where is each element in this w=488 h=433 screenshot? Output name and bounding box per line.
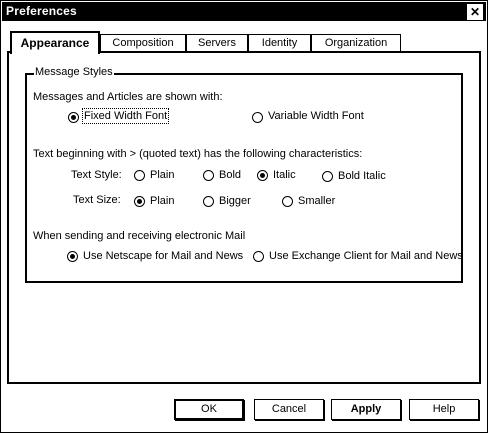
message-styles-group	[25, 66, 463, 283]
tab-identity[interactable]: Identity	[248, 34, 311, 52]
exchange-mail-label[interactable]: Use Exchange Client for Mail and News	[269, 250, 463, 262]
tab-composition[interactable]: Composition	[100, 34, 186, 52]
style-plain-label[interactable]: Plain	[150, 169, 175, 181]
cancel-button[interactable]: Cancel	[254, 399, 324, 420]
tab-panel-appearance	[7, 51, 481, 384]
text-style-label: Text Style:	[71, 169, 122, 181]
title-bar[interactable]	[2, 2, 486, 21]
text-size-label: Text Size:	[73, 194, 121, 206]
close-icon[interactable]: ✕	[467, 4, 483, 20]
radio-style-plain-icon[interactable]	[134, 170, 145, 181]
radio-style-italic-icon[interactable]	[257, 170, 268, 181]
group-label: Message Styles	[35, 66, 113, 78]
tab-servers[interactable]: Servers	[186, 34, 248, 52]
quoted-heading: Text beginning with > (quoted text) has the following characteristics:	[33, 148, 363, 160]
mail-heading: When sending and receiving electronic Mail	[33, 230, 246, 242]
size-bigger-label[interactable]: Bigger	[219, 195, 251, 207]
netscape-mail-label[interactable]: Use Netscape for Mail and News	[83, 250, 244, 262]
radio-fixed-width-icon[interactable]	[68, 112, 79, 123]
font-heading: Messages and Articles are shown with:	[33, 91, 223, 103]
style-bold-italic-label[interactable]: Bold Italic	[338, 170, 386, 182]
size-smaller-label[interactable]: Smaller	[298, 195, 336, 207]
radio-size-plain-icon[interactable]	[134, 196, 145, 207]
radio-exchange-mail-icon[interactable]	[253, 251, 264, 262]
tab-appearance[interactable]: Appearance	[10, 31, 100, 54]
tab-organization[interactable]: Organization	[311, 34, 401, 52]
radio-variable-width-icon[interactable]	[252, 112, 263, 123]
radio-netscape-mail-icon[interactable]	[67, 251, 78, 262]
radio-style-bold-italic-icon[interactable]	[322, 171, 333, 182]
size-plain-label[interactable]: Plain	[150, 195, 175, 207]
ok-button[interactable]: OK	[174, 399, 244, 420]
fixed-width-label[interactable]: Fixed Width Font	[84, 110, 168, 122]
radio-style-bold-icon[interactable]	[203, 170, 214, 181]
radio-size-smaller-icon[interactable]	[282, 196, 293, 207]
radio-size-bigger-icon[interactable]	[203, 196, 214, 207]
style-bold-label[interactable]: Bold	[219, 169, 242, 181]
style-italic-label[interactable]: Italic	[273, 169, 296, 181]
window-title: Preferences	[6, 4, 77, 18]
help-button[interactable]: Help	[409, 399, 479, 420]
apply-button[interactable]: Apply	[331, 399, 401, 420]
variable-width-label[interactable]: Variable Width Font	[268, 110, 364, 122]
